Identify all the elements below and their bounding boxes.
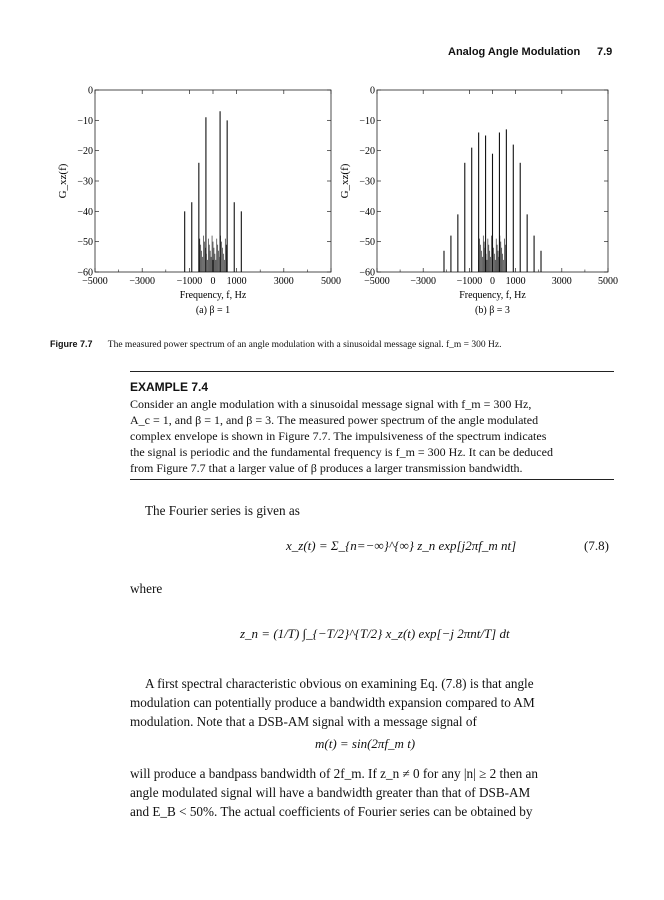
x-tick-label: −1000 <box>176 276 203 287</box>
paragraph-1 <box>130 674 614 731</box>
y-axis-label: G_xz(f) <box>57 163 69 199</box>
example-line-3: complex envelope is shown in Figure 7.7. The impulsiveness of the spectrum indicates <box>130 429 547 443</box>
example-bottom-rule <box>130 479 614 480</box>
x-tick-label: 0 <box>490 276 495 287</box>
equation-7-8-number: (7.8) <box>584 538 609 553</box>
paragraph-2 <box>130 764 614 821</box>
example-line-4: the signal is periodic and the fundamental frequency is f_m = 300 Hz. It can be deduced <box>130 445 553 459</box>
x-axis-label: Frequency, f, Hz <box>179 290 247 301</box>
x-tick-label: 5000 <box>598 276 618 287</box>
paragraph-1-line-1: A first spectral characteristic obvious on examining Eq. (7.8) is that angle <box>145 676 534 691</box>
y-tick-label: −40 <box>359 206 375 218</box>
example-top-rule <box>130 371 614 372</box>
chart-a <box>57 86 341 317</box>
x-tick-label: 5000 <box>321 276 341 287</box>
running-header-title: Analog Angle Modulation <box>448 46 581 58</box>
paragraph-2-line-1: will produce a bandpass bandwidth of 2f_m. If z_n ≠ 0 for any |n| ≥ 2 then an <box>130 766 538 781</box>
x-tick-label: 1000 <box>505 276 526 287</box>
x-axis-label: Frequency, f, Hz <box>459 290 526 301</box>
y-axis-label: G_xz(f) <box>339 163 351 199</box>
x-tick-label: 1000 <box>226 276 247 287</box>
fourier-intro: The Fourier series is given as <box>145 503 300 518</box>
paragraph-1-line-3: modulation. Note that a DSB-AM signal with a message signal of <box>130 714 477 729</box>
example-line-2: A_c = 1, and β = 1, and β = 3. The measured power spectrum of the angle modulated <box>130 413 539 427</box>
x-tick-label: −5000 <box>364 276 390 287</box>
y-tick-label: −30 <box>77 176 93 188</box>
y-tick-label: −20 <box>77 146 93 158</box>
equation-message: m(t) = sin(2πf_m t) <box>315 736 416 751</box>
y-tick-label: −10 <box>77 115 93 127</box>
where-text: where <box>130 581 163 596</box>
x-tick-label: −3000 <box>129 276 156 287</box>
x-tick-label: −5000 <box>82 276 108 287</box>
figure-caption-label: Figure 7.7 <box>50 339 93 349</box>
chart-subtitle: (b) β = 3 <box>475 305 510 316</box>
y-tick-label: −30 <box>359 176 375 188</box>
x-tick-label: −3000 <box>410 276 437 287</box>
chart-b <box>339 86 618 317</box>
paragraph-2-line-3: and E_B < 50%. The actual coefficients of Fourier series can be obtained by <box>130 804 533 819</box>
chart-subtitle: (a) β = 1 <box>195 305 231 316</box>
y-tick-label: 0 <box>88 85 93 97</box>
y-tick-label: −20 <box>359 146 375 158</box>
y-tick-label: −50 <box>359 237 375 249</box>
example-line-1: Consider an angle modulation with a sinusoidal message signal with f_m = 300 Hz, <box>130 397 532 411</box>
y-tick-label: −60 <box>359 267 375 279</box>
figure-caption-text: The measured power spectrum of an angle modulation with a sinusoidal message signal. f_m = 300 Hz. <box>107 340 502 350</box>
y-tick-label: −50 <box>77 237 93 249</box>
x-tick-label: 3000 <box>273 276 294 287</box>
y-tick-label: −40 <box>77 206 93 218</box>
y-tick-label: 0 <box>370 85 375 97</box>
figure-caption <box>50 332 630 351</box>
example-line-5: from Figure 7.7 that a larger value of β produces a larger transmission bandwidth. <box>130 461 523 475</box>
x-tick-label: 0 <box>210 276 216 287</box>
y-tick-label: −10 <box>359 115 375 127</box>
example-body <box>130 396 614 476</box>
y-tick-label: −60 <box>77 267 93 279</box>
page-number: 7.9 <box>597 46 613 58</box>
x-tick-label: 3000 <box>551 276 572 287</box>
paragraph-1-line-2: modulation can potentially produce a bandwidth expansion compared to AM <box>130 695 535 710</box>
figure-7-7 <box>0 0 664 330</box>
example-title: EXAMPLE 7.4 <box>130 380 209 394</box>
equation-7-8: x_z(t) = Σ_{n=−∞}^{∞} z_n exp[j2πf_m nt] <box>286 538 517 553</box>
equation-zn: z_n = (1/T) ∫_{−T/2}^{T/2} x_z(t) exp[−j 2πnt/T] dt <box>240 626 510 641</box>
x-tick-label: −1000 <box>456 276 483 287</box>
paragraph-2-line-2: angle modulated signal will have a bandwidth greater than that of DSB-AM <box>130 785 531 800</box>
